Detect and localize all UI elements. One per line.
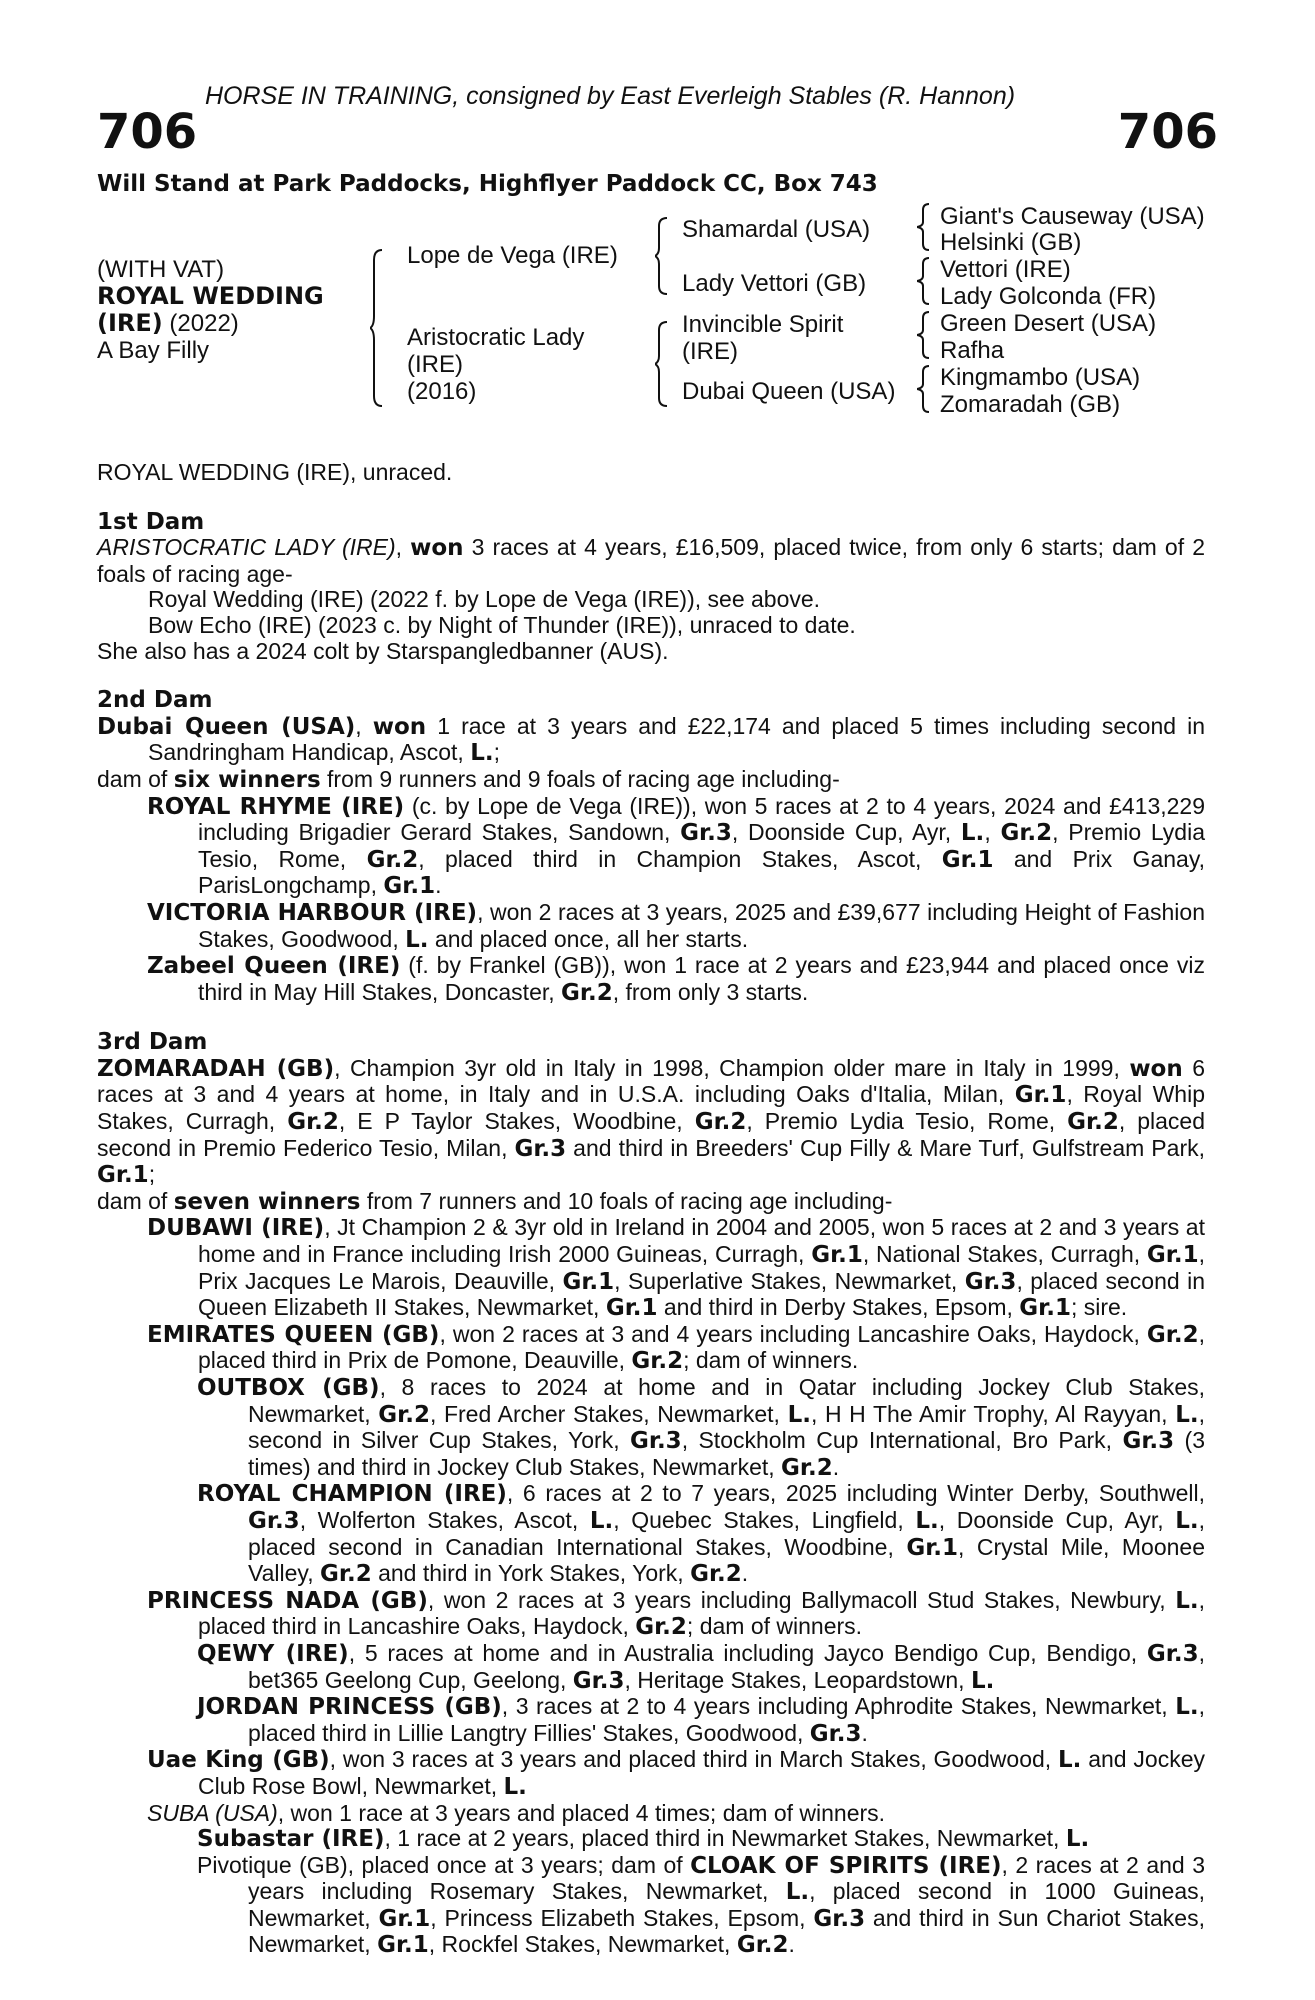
pedigree-brace	[917, 256, 931, 306]
sire-sire: Shamardal (USA)	[682, 216, 871, 243]
pedigree-brace	[370, 248, 384, 408]
produce-entry: JORDAN PRINCESS (GB), 3 races at 2 to 4 years including Aphrodite Stakes, Newmarket, L., placed third in Lillie Langtry Fillies' Stakes, Goodwood, Gr.3.	[197, 1693, 1205, 1747]
third-dam-record: ZOMARADAH (GB), Champion 3yr old in Italy in 1998, Champion older mare in Italy in 1999, won 6 races at 3 and 4 years at home, in Italy and in U.S.A. including Oaks d'Italia, Milan, Gr.1, Royal Whip Stakes, Curragh, Gr.2, E P Taylor Stakes, Woodbine, Gr.2, Premio Lydia Tesio, Rome, Gr.2, placed second in Premio Federico Tesio, Milan, Gr.3 and third in Breeders' Cup Filly & Mare Turf, Gulfstream Park, Gr.1;	[97, 1054, 1206, 1189]
summary-line: ROYAL WEDDING (IRE), unraced.	[97, 459, 453, 485]
produce-entry: Pivotique (GB), placed once at 3 years; dam of CLOAK OF SPIRITS (IRE), 2 races at 2 and 3 years including Rosemary Stakes, Newmarket, L., placed second in 1000 Guineas, Newmarket, Gr.1, Princess Elizabeth Stakes, Epsom, Gr.3 and third in Sun Chariot Stakes, Newmarket, Gr.1, Rockfel Stakes, Newmarket, Gr.2.	[197, 1851, 1206, 1959]
ds-dam: Rafha	[940, 337, 1005, 364]
pedigree-brace	[917, 364, 931, 414]
dd-sire: Kingmambo (USA)	[940, 364, 1141, 391]
first-dam-note: She also has a 2024 colt by Starspangledbanner (AUS).	[97, 637, 669, 664]
second-dam-heading: 2nd Dam	[97, 687, 213, 714]
third-dam-produce-intro: dam of seven winners from 7 runners and 10 foals of racing age including-	[97, 1187, 893, 1215]
produce-entry: OUTBOX (GB), 8 races to 2024 at home and in Qatar including Jockey Club Stakes, Newmarket, Gr.2, Fred Archer Stakes, Newmarket, L., H H The Amir Trophy, Al Rayyan, L., second in Silver Cup Stakes, York, Gr.3, Stockholm Cup International, Bro Park, Gr.3 (3 times) and third in Jockey Club Stakes, Newmarket, Gr.2.	[197, 1374, 1205, 1481]
dam-sire-line1: Invincible Spirit	[682, 311, 844, 338]
horse-country: (IRE)	[97, 309, 163, 337]
first-dam-heading: 1st Dam	[97, 508, 205, 535]
pedigree-brace	[917, 202, 931, 252]
ss-dam: Helsinki (GB)	[940, 229, 1082, 256]
produce-entry: QEWY (IRE), 5 races at home and in Australia including Jayco Bendigo Cup, Bendigo, Gr.3, bet365 Geelong Cup, Geelong, Gr.3, Heritage Stakes, Leopardstown, L.	[197, 1639, 1205, 1694]
pedigree-brace	[655, 320, 669, 408]
dam-dam: Dubai Queen (USA)	[682, 378, 896, 405]
sd-sire: Vettori (IRE)	[940, 256, 1071, 283]
first-dam-foal: Bow Echo (IRE) (2023 c. by Night of Thunder (IRE)), unraced to date.	[148, 611, 856, 638]
ds-sire: Green Desert (USA)	[940, 310, 1157, 337]
lot-number-left: 706	[97, 104, 198, 160]
vat-label: (WITH VAT)	[97, 256, 225, 283]
produce-entry: Uae King (GB), won 3 races at 3 years and placed third in March Stakes, Goodwood, L. and Jockey Club Rose Bowl, Newmarket, L.	[147, 1746, 1205, 1800]
consignment-header: HORSE IN TRAINING, consigned by East Everleigh Stables (R. Hannon)	[205, 82, 1016, 110]
dam-line2: (IRE)	[407, 351, 463, 378]
produce-entry: Zabeel Queen (IRE) (f. by Frankel (GB)), won 1 race at 2 years and £23,944 and placed once viz third in May Hill Stakes, Doncaster, Gr.2, from only 3 starts.	[147, 952, 1205, 1006]
dam-sire-line2: (IRE)	[682, 338, 738, 365]
produce-entry: Subastar (IRE), 1 race at 2 years, placed third in Newmarket Stakes, Newmarket, L.	[197, 1825, 1090, 1853]
horse-year: (2022)	[162, 310, 239, 337]
ss-sire: Giant's Causeway (USA)	[940, 203, 1205, 230]
first-dam-record: ARISTOCRATIC LADY (IRE), won 3 races at 4 years, £16,509, placed twice, from only 6 starts; dam of 2 foals of racing age-	[97, 534, 1205, 587]
pedigree-brace	[655, 216, 669, 296]
second-dam-produce-intro: dam of six winners from 9 runners and 9 foals of racing age including-	[97, 765, 840, 793]
third-dam-heading: 3rd Dam	[97, 1029, 208, 1056]
produce-entry: ROYAL CHAMPION (IRE), 6 races at 2 to 7 years, 2025 including Winter Derby, Southwell, Gr.3, Wolferton Stakes, Ascot, L., Quebec Stakes, Lingfield, L., Doonside Cup, Ayr, L., placed second in Canadian International Stakes, Woodbine, Gr.1, Crystal Mile, Moonee Valley, Gr.2 and third in York Stakes, York, Gr.2.	[197, 1480, 1205, 1588]
second-dam-record: Dubai Queen (USA), won 1 race at 3 years and £22,174 and placed 5 times including second in Sandringham Handicap, Ascot, L.;	[97, 712, 1205, 767]
sd-dam: Lady Golconda (FR)	[940, 283, 1157, 310]
produce-entry: ROYAL RHYME (IRE) (c. by Lope de Vega (IRE)), won 5 races at 2 to 4 years, 2024 and £413,229 including Brigadier Gerard Stakes, Sandown, Gr.3, Doonside Cup, Ayr, L., Gr.2, Premio Lydia Tesio, Rome, Gr.2, placed third in Champion Stakes, Ascot, Gr.1 and Prix Ganay, ParisLongchamp, Gr.1.	[147, 792, 1206, 900]
produce-entry: PRINCESS NADA (GB), won 2 races at 3 years including Ballymacoll Stud Stakes, Newbury, L., placed third in Lancashire Oaks, Haydock, Gr.2; dam of winners.	[147, 1586, 1206, 1641]
produce-entry: VICTORIA HARBOUR (IRE), won 2 races at 3 years, 2025 and £39,677 including Height of Fashion Stakes, Goodwood, L. and placed once, all her starts.	[147, 898, 1205, 953]
dam-line1: Aristocratic Lady	[407, 324, 585, 351]
horse-country-year	[97, 310, 239, 337]
stand-location: Will Stand at Park Paddocks, Highflyer Paddock CC, Box 743	[97, 171, 878, 197]
dam-line3: (2016)	[407, 378, 477, 405]
first-dam-foal: Royal Wedding (IRE) (2022 f. by Lope de Vega (IRE)), see above.	[148, 586, 821, 613]
produce-entry: DUBAWI (IRE), Jt Champion 2 & 3yr old in Ireland in 2004 and 2005, won 5 races at 2 and 3 years at home and in France including Irish 2000 Guineas, Curragh, Gr.1, National Stakes, Curragh, Gr.1, Prix Jacques Le Marois, Deauville, Gr.1, Superlative Stakes, Newmarket, Gr.3, placed second in Queen Elizabeth II Stakes, Newmarket, Gr.1 and third in Derby Stakes, Epsom, Gr.1; sire.	[147, 1214, 1205, 1322]
dd-dam: Zomaradah (GB)	[940, 391, 1121, 418]
sire: Lope de Vega (IRE)	[407, 242, 618, 269]
lot-number-right: 706	[1117, 104, 1218, 160]
horse-name	[97, 283, 324, 310]
catalogue-body	[97, 460, 1205, 1959]
first-dam-name: ARISTOCRATIC LADY (IRE)	[97, 534, 396, 561]
pedigree-brace	[917, 310, 931, 360]
horse-name-text: ROYAL WEDDING	[97, 282, 324, 310]
produce-entry: SUBA (USA), won 1 race at 3 years and placed 4 times; dam of winners.	[147, 1799, 886, 1826]
horse-description: A Bay Filly	[97, 337, 210, 364]
sire-dam: Lady Vettori (GB)	[682, 270, 867, 297]
produce-entry: EMIRATES QUEEN (GB), won 2 races at 3 and 4 years including Lancashire Oaks, Haydock, Gr.2, placed third in Prix de Pomone, Deauville, Gr.2; dam of winners.	[147, 1320, 1205, 1375]
